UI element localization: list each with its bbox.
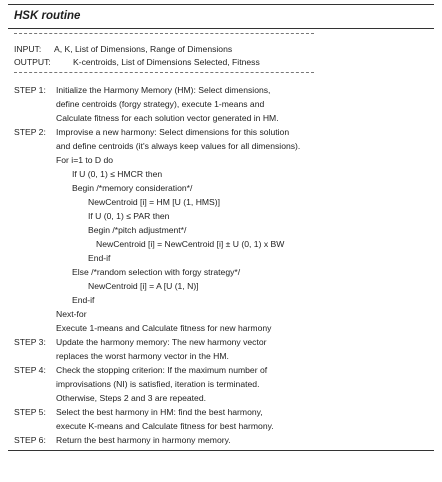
step-2-line: For i=1 to D do (56, 155, 114, 165)
step-2-line: NewCentroid [i] = A [U (1, N)] (88, 281, 199, 291)
step-2-line: End-if (88, 253, 111, 263)
input-value: A, K, List of Dimensions, Range of Dimensions (54, 44, 233, 54)
step-1-line: define centroids (forgy strategy), execute 1-means and (56, 99, 265, 109)
step-2-line: Begin /*memory consideration*/ (72, 183, 193, 193)
input-label: INPUT: (14, 44, 42, 54)
step-3-label: STEP 3: (14, 337, 46, 347)
output-label: OUTPUT: (14, 57, 51, 67)
bottom-rule (8, 450, 434, 451)
step-2-line: NewCentroid [i] = HM [U (1, HMS)] (88, 197, 221, 207)
step-2-line: If U (0, 1) ≤ PAR then (88, 211, 170, 221)
step-2-line: Else /*random selection with forgy strategy*/ (72, 267, 241, 277)
top-rule (8, 4, 434, 5)
algorithm-title: HSK routine (14, 10, 81, 22)
step-1-label: STEP 1: (14, 85, 46, 95)
step-1-line: Calculate fitness for each solution vector generated in HM. (56, 113, 279, 123)
dashed-separator-top (14, 33, 314, 34)
step-2-line: Begin /*pitch adjustment*/ (88, 225, 187, 235)
step-2-line: Improvise a new harmony: Select dimensions for this solution (56, 127, 290, 137)
step-6-line: Return the best harmony in harmony memory. (56, 435, 231, 445)
step-4-line: Otherwise, Steps 2 and 3 are repeated. (56, 393, 207, 403)
title-rule (8, 28, 434, 29)
step-2-line: If U (0, 1) ≤ HMCR then (72, 169, 163, 179)
step-2-line: Next-for (56, 309, 87, 319)
step-2-line: End-if (72, 295, 95, 305)
step-1-line: Initialize the Harmony Memory (HM): Select dimensions, (56, 85, 271, 95)
step-5-label: STEP 5: (14, 407, 46, 417)
step-6-label: STEP 6: (14, 435, 46, 445)
step-5-line: execute K-means and Calculate fitness for best harmony. (56, 421, 274, 431)
step-3-line: replaces the worst harmony vector in the HM. (56, 351, 229, 361)
step-4-label: STEP 4: (14, 365, 46, 375)
step-2-line: NewCentroid [i] = NewCentroid [i] ± U (0, 1) x BW (96, 239, 285, 249)
step-3-line: Update the harmony memory: The new harmony vector (56, 337, 267, 347)
step-2-line: Execute 1-means and Calculate fitness for new harmony (56, 323, 272, 333)
output-value: K-centroids, List of Dimensions Selected, Fitness (73, 57, 260, 67)
step-5-line: Select the best harmony in HM: find the best harmony, (56, 407, 263, 417)
step-2-label: STEP 2: (14, 127, 46, 137)
dashed-separator-bottom (14, 72, 314, 73)
step-4-line: Check the stopping criterion: If the maximum number of (56, 365, 268, 375)
step-4-line: improvisations (NI) is satisfied, iteration is terminated. (56, 379, 260, 389)
step-2-line: and define centroids (it's always keep values for all dimensions). (56, 141, 301, 151)
